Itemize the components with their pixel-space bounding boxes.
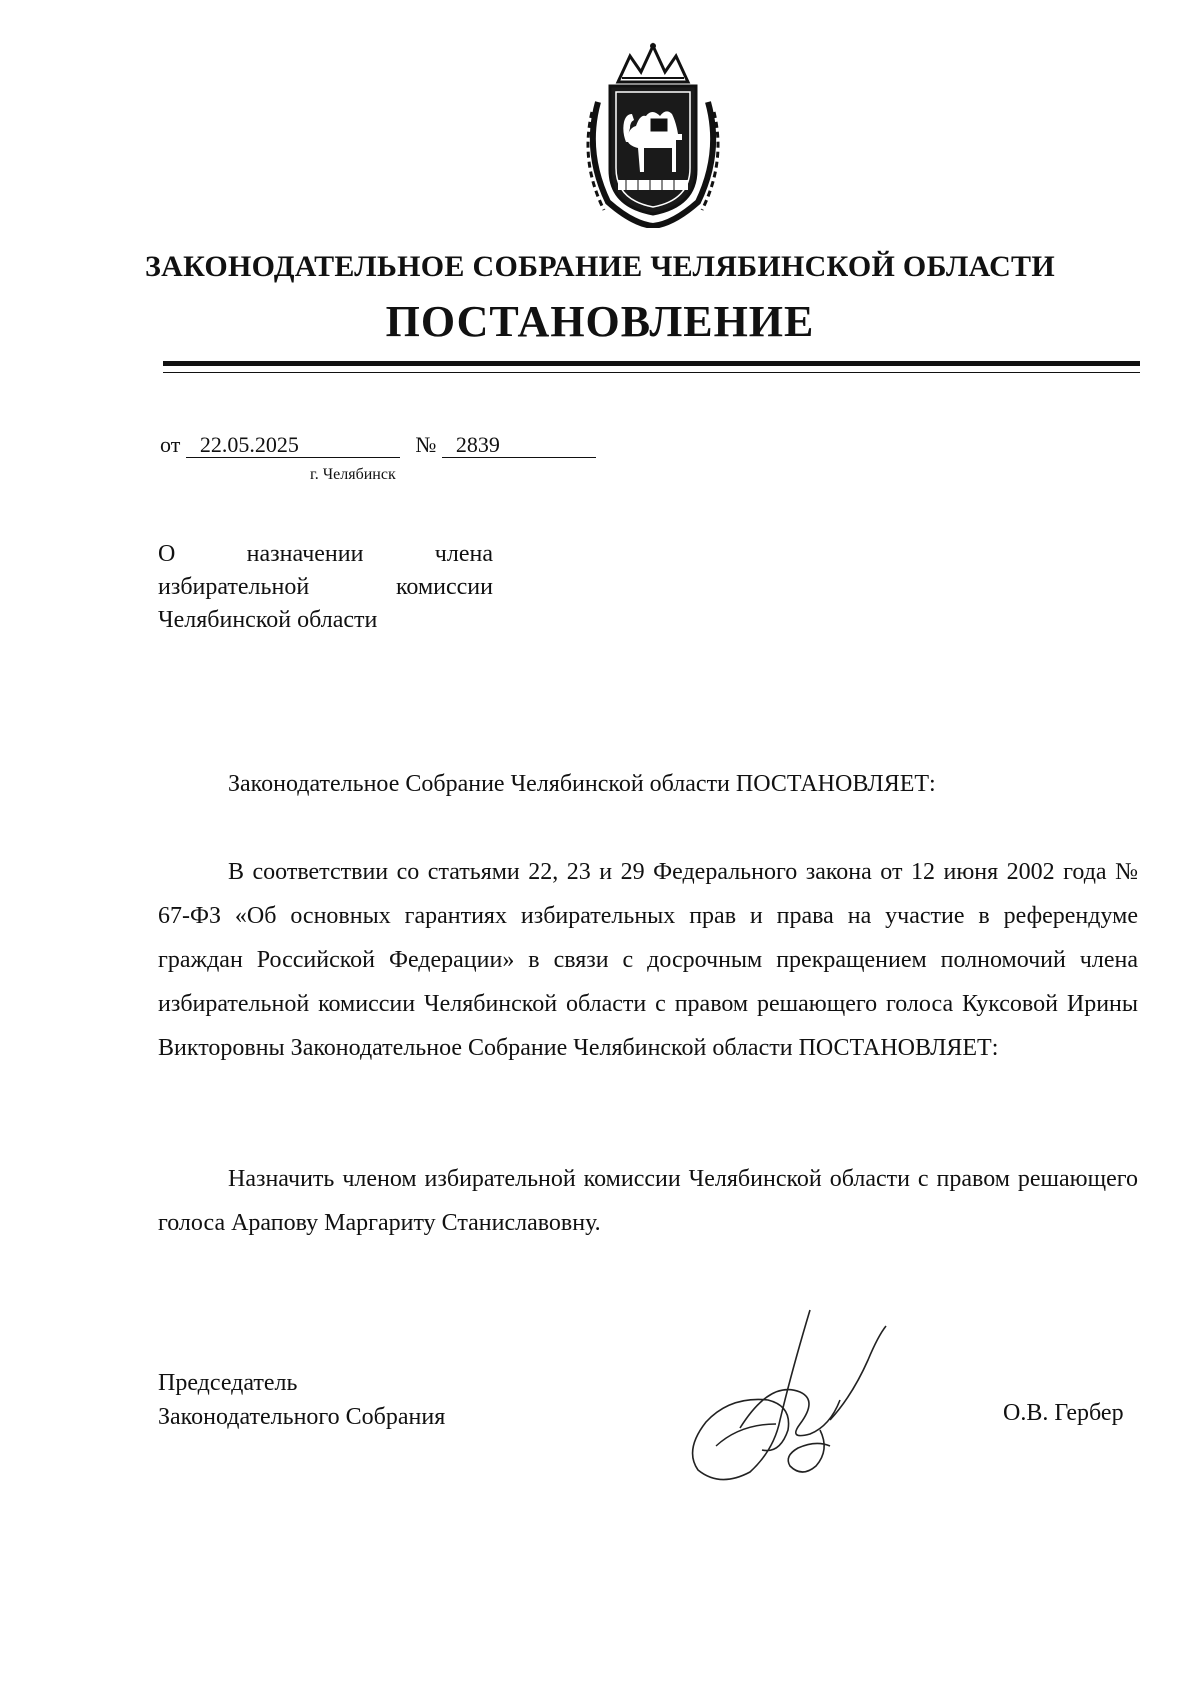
handwritten-signature (680, 1300, 920, 1490)
header-divider-thin (163, 372, 1140, 373)
document-city: г. Челябинск (310, 466, 396, 483)
signatory-position (158, 1366, 445, 1434)
signatory-name: О.В. Гербер (1003, 1400, 1124, 1426)
document-type-title: ПОСТАНОВЛЕНИЕ (385, 297, 815, 346)
document-subject: О назначении члена избирательной комиссии Челябинской области (158, 541, 493, 633)
signatory-position-line-1: Председатель (158, 1370, 298, 1396)
body-paragraph-1: В соответствии со статьями 22, 23 и 29 Федерального закона от 12 июня 2002 года № 67-ФЗ «Об основных гарантиях избирательных прав и права на участие в референдуме граждан Российской Федерации» в связи с досрочным прекращением полномочий члена избирательной комиссии Челябинской области с правом решающего голоса Куксовой Ирины Викторовны Законодательное Собрание Челябинской области ПОСТАНОВЛЯЕТ: (158, 859, 1138, 1061)
number-prefix: № (415, 432, 437, 457)
preamble-paragraph: Законодательное Собрание Челябинской области ПОСТАНОВЛЯЕТ: (228, 771, 936, 797)
header-divider-thick (163, 361, 1140, 366)
date-prefix: от (160, 432, 181, 457)
document-number: 2839 (442, 433, 596, 458)
document-meta-line (160, 432, 596, 458)
organization-title: ЗАКОНОДАТЕЛЬНОЕ СОБРАНИЕ ЧЕЛЯБИНСКОЙ ОБЛАСТИ (145, 250, 1055, 283)
coat-of-arms-emblem (578, 42, 728, 228)
signatory-position-line-2: Законодательного Собрания (158, 1404, 446, 1430)
document-date: 22.05.2025 (186, 433, 400, 458)
body-paragraph-2: Назначить членом избирательной комиссии Челябинской области с правом решающего голоса Арапову Маргариту Станиславовну. (158, 1166, 1138, 1236)
